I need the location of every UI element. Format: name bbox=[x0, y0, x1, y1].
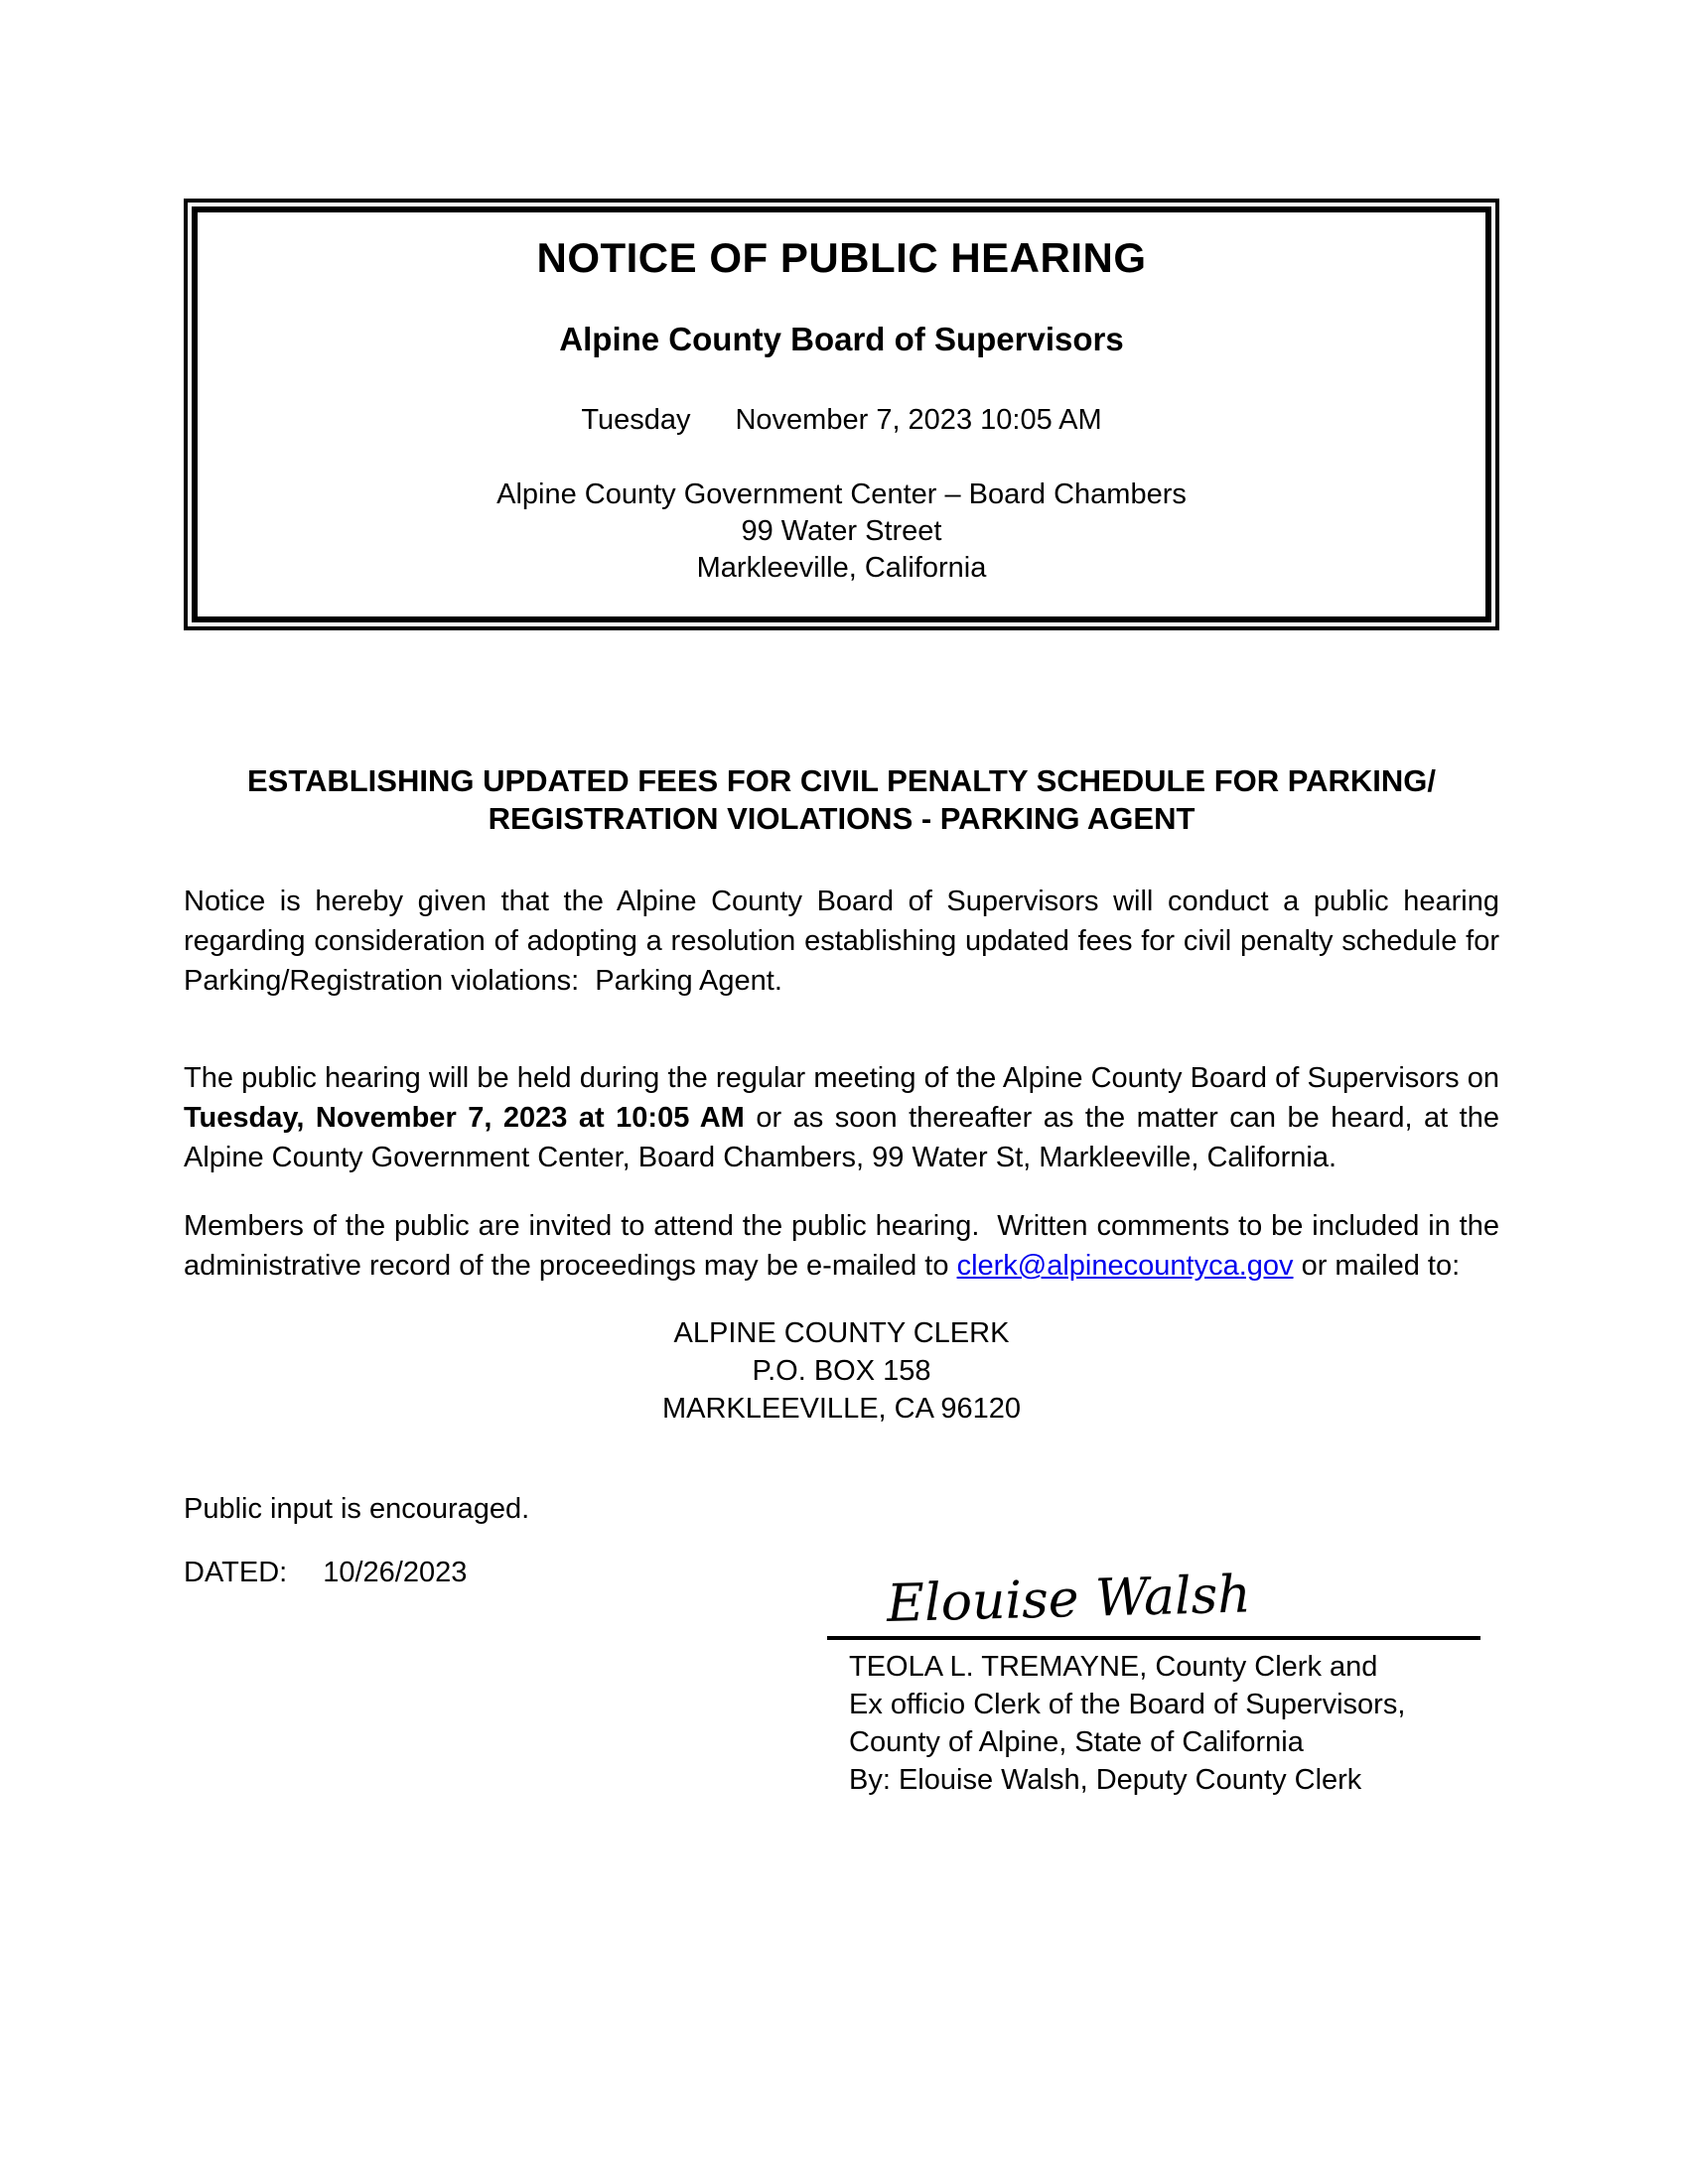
meeting-date-line bbox=[217, 401, 1466, 439]
notice-subtitle: Alpine County Board of Supervisors bbox=[559, 321, 1124, 357]
meeting-day: Tuesday bbox=[581, 404, 691, 436]
venue-line: 99 Water Street bbox=[741, 515, 942, 547]
hearing-datetime-bold: Tuesday, November 7, 2023 at 10:05 AM bbox=[184, 1102, 745, 1134]
paragraph-text: or mailed to: bbox=[1293, 1250, 1461, 1282]
subject-heading bbox=[184, 762, 1499, 838]
notice-title: NOTICE OF PUBLIC HEARING bbox=[536, 234, 1147, 281]
subject-heading-line: ESTABLISHING UPDATED FEES FOR CIVIL PENALTY SCHEDULE FOR PARKING/ bbox=[246, 763, 1437, 798]
venue-line: Markleeville, California bbox=[696, 552, 987, 584]
signature-block-line: TEOLA L. TREMAYNE, County Clerk and bbox=[849, 1651, 1378, 1683]
signature-block-line: By: Elouise Walsh, Deputy County Clerk bbox=[849, 1764, 1362, 1796]
mailing-address-line: MARKLEEVILLE, CA 96120 bbox=[661, 1393, 1022, 1425]
mailing-address bbox=[184, 1314, 1499, 1428]
clerk-email-link[interactable]: clerk@alpinecountyca.gov bbox=[956, 1250, 1294, 1282]
signature-block bbox=[827, 1648, 1480, 1799]
paragraph-text: Notice is hereby given that the Alpine County Board of Supervisors will conduct a public hearing regarding consideration of adopting a resolution establishing updated fees for civil penalty schedule for Parking/Registration violations: Parking Agent. bbox=[184, 886, 1499, 997]
paragraph-text: The public hearing will be held during the regular meeting of the Alpine County Board of Supervisors on bbox=[184, 1062, 1499, 1094]
signature-line bbox=[827, 1636, 1480, 1640]
public-input-note: Public input is encouraged. bbox=[184, 1493, 530, 1525]
meeting-datetime: November 7, 2023 10:05 AM bbox=[735, 404, 1102, 436]
mailing-address-line: P.O. BOX 158 bbox=[752, 1355, 931, 1387]
paragraph-public-comments bbox=[184, 1206, 1499, 1286]
notice-header-box-inner bbox=[192, 206, 1491, 622]
dated-value: 10/26/2023 bbox=[323, 1557, 468, 1588]
paragraph-notice-given bbox=[184, 882, 1499, 1001]
paragraph-hearing-details bbox=[184, 1058, 1499, 1177]
paragraph-text: or as soon thereafter as the matter can be heard, at the Alpine County Government Center, Board Chambers, 99 Water St, Markleeville, California. bbox=[184, 1102, 1499, 1173]
meeting-venue bbox=[217, 477, 1466, 587]
mailing-address-line: ALPINE COUNTY CLERK bbox=[673, 1317, 1010, 1349]
venue-line: Alpine County Government Center – Board Chambers bbox=[496, 478, 1187, 510]
signature-handwriting: Elouise Walsh bbox=[886, 1565, 1252, 1635]
dated-label: DATED: bbox=[184, 1557, 288, 1588]
subject-heading-line: REGISTRATION VIOLATIONS - PARKING AGENT bbox=[488, 801, 1196, 836]
signature-block-line: County of Alpine, State of California bbox=[849, 1726, 1304, 1758]
signature-area bbox=[827, 1567, 1480, 1799]
document-content bbox=[184, 199, 1499, 1796]
notice-header-box bbox=[184, 199, 1499, 630]
paragraph-text: Members of the public are invited to attend the public hearing. Written comments to be included in the administrative record of the proceedings may be e-mailed to bbox=[184, 1210, 1499, 1282]
signature-block-line: Ex officio Clerk of the Board of Supervisors, bbox=[849, 1689, 1406, 1720]
